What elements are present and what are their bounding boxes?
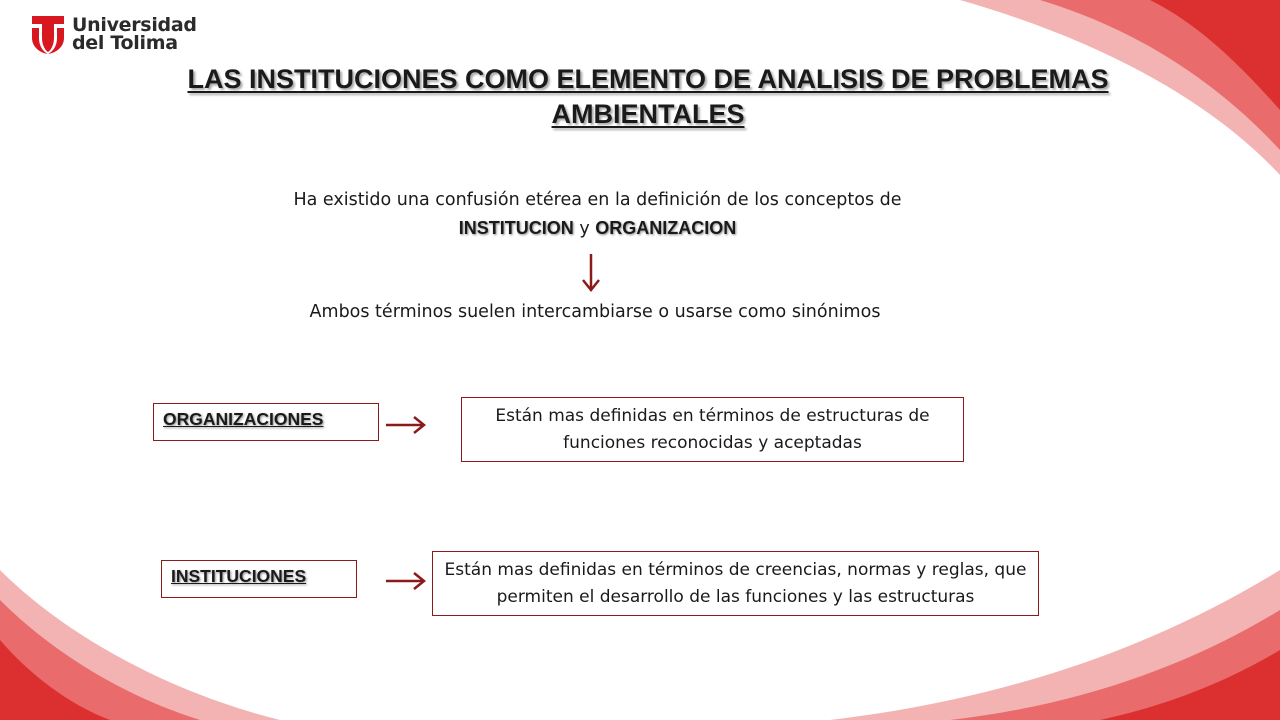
page-title-line2: AMBIENTALES xyxy=(551,99,745,129)
instituciones-description-text: Están mas definidas en términos de creencias, normas y reglas, que permiten el desarrollo de las funciones y las estructuras xyxy=(444,559,1027,607)
organizaciones-description xyxy=(461,397,964,462)
university-logo[interactable] xyxy=(30,14,197,54)
intro-terms xyxy=(200,214,995,243)
logo-name-line1: Universidad xyxy=(72,14,197,36)
right-arrow-icon xyxy=(384,570,428,590)
term-connector: y xyxy=(579,219,590,239)
intro-text: Ha existido una confusión etérea en la definición de los conceptos de xyxy=(293,190,902,210)
page-title xyxy=(140,62,1156,132)
intro-paragraph xyxy=(200,186,995,243)
university-logo-icon xyxy=(30,14,66,54)
instituciones-description xyxy=(432,551,1039,616)
down-arrow-icon xyxy=(580,252,602,294)
instituciones-label: INSTITUCIONES xyxy=(161,560,357,598)
term-institucion: INSTITUCION xyxy=(458,218,574,238)
right-arrow-icon xyxy=(384,414,428,434)
logo-name-line2: del Tolima xyxy=(72,32,178,54)
organizaciones-description-text: Están mas definidas en términos de estructuras de funciones reconocidas y aceptadas xyxy=(495,405,930,453)
synonyms-statement: Ambos términos suelen intercambiarse o usarse como sinónimos xyxy=(309,302,881,322)
organizaciones-label: ORGANIZACIONES xyxy=(153,403,379,441)
term-organizacion: ORGANIZACION xyxy=(595,218,737,238)
page-title-line1: LAS INSTITUCIONES COMO ELEMENTO DE ANALISIS DE PROBLEMAS xyxy=(187,64,1109,94)
